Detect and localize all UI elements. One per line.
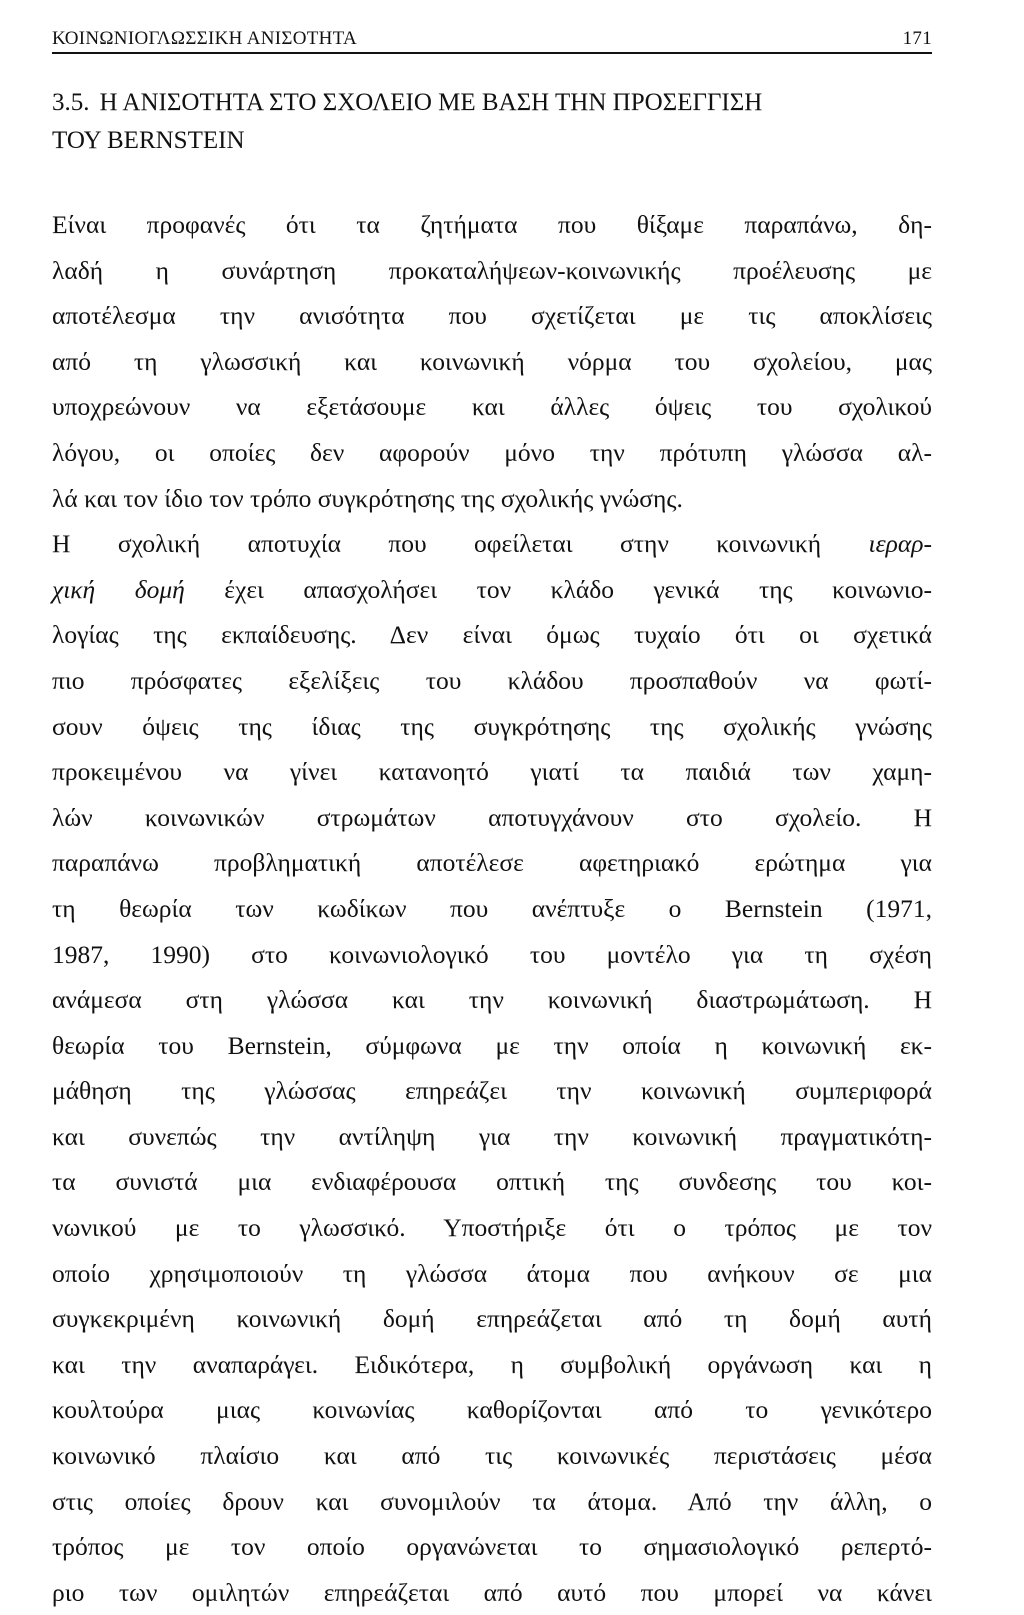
text-line: στις οποίες δρουν και συνομιλούν τα άτομα. Από την άλλη, ο — [52, 1486, 932, 1516]
text-line-mixed — [52, 521, 932, 567]
text-line: λαδή η συνάρτηση προκαταλήψεων-κοινωνικής προέλευσης με — [52, 255, 932, 285]
text-line: λά και τον ίδιο τον τρόπο συγκρότησης της σχολικής γνώσης. — [52, 483, 683, 513]
text-line: κουλτούρα μιας κοινωνίας καθορίζονται από το γενικότερο — [52, 1395, 932, 1425]
text-line: υποχρεώνουν να εξετάσουμε και άλλες όψεις του σχολικού — [52, 392, 932, 422]
text-line: τα συνιστά μια ενδιαφέρουσα οπτική της συνδεσης του κοι- — [52, 1167, 932, 1197]
section-heading-line-1 — [52, 84, 932, 122]
text-line: μάθηση της γλώσσας επηρεάζει την κοινωνική συμπεριφορά — [52, 1076, 932, 1106]
text-segment: έχει απασχολήσει τον κλάδο γενικά της κοινωνιο- — [184, 574, 933, 604]
italic-term: χική δομή — [52, 574, 185, 604]
text-line: πιο πρόσφατες εξελίξεις του κλάδου προσπαθούν να φωτί- — [52, 665, 932, 695]
text-line: λόγου, οι οποίες δεν αφορούν μόνο την πρότυπη γλώσσα αλ- — [52, 437, 932, 467]
text-line: Είναι προφανές ότι τα ζητήματα που θίξαμε παραπάνω, δη- — [52, 210, 932, 239]
text-line: λογίας της εκπαίδευσης. Δεν είναι όμως τυχαίο ότι οι σχετικά — [52, 620, 932, 650]
text-line: κοινωνικό πλαίσιο και από τις κοινωνικές περιστάσεις μέσα — [52, 1441, 932, 1471]
text-line: θεωρία του Bernstein, σύμφωνα με την οποία η κοινωνική εκ- — [52, 1030, 932, 1060]
text-line: οποίο χρησιμοποιούν τη γλώσσα άτομα που ανήκουν σε μια — [52, 1258, 932, 1288]
section-number: 3.5. — [52, 89, 90, 116]
text-line: και συνεπώς την αντίληψη για την κοινωνική πραγματικότη- — [52, 1121, 932, 1151]
text-line: λών κοινωνικών στρωμάτων αποτυγχάνουν στο σχολείο. Η — [52, 802, 932, 832]
text-segment: Η σχολική αποτυχία που οφείλεται στην κοινωνική — [52, 529, 869, 559]
body-text — [52, 202, 932, 1615]
text-line: παραπάνω προβληματική αποτέλεσε αφετηριακό ερώτημα για — [52, 848, 932, 878]
running-head-title: ΚΟΙΝΩΝΙΟΓΛΩΣΣΙΚΗ ΑΝΙΣΟΤΗΤΑ — [52, 28, 358, 49]
text-line: 1987, 1990) στο κοινωνιολογικό του μοντέλο για τη σχέση — [52, 939, 932, 969]
section-heading — [52, 84, 932, 160]
text-line: ριο των ομιλητών επηρεάζεται από αυτό που μπορεί να κάνει — [52, 1577, 932, 1607]
text-line: νωνικού με το γλωσσικό. Υποστήριξε ότι ο τρόπος με τον — [52, 1213, 932, 1243]
section-title-part-1: Η ΑΝΙΣΟΤΗΤΑ ΣΤΟ ΣΧΟΛΕΙΟ ΜΕ ΒΑΣΗ ΤΗΝ ΠΡΟΣΕΓΓΙΣΗ — [99, 89, 763, 116]
text-line: τη θεωρία των κωδίκων που ανέπτυξε ο Bernstein (1971, — [52, 893, 932, 923]
text-line: τρόπος με τον οποίο οργανώνεται το σημασιολογικό ρεπερτό- — [52, 1532, 932, 1562]
text-line: σουν όψεις της ίδιας της συγκρότησης της σχολικής γνώσης — [52, 711, 932, 741]
text-line: συγκεκριμένη κοινωνική δομή επηρεάζεται από τη δομή αυτή — [52, 1304, 932, 1334]
text-line: ανάμεσα στη γλώσσα και την κοινωνική διαστρωμάτωση. Η — [52, 985, 932, 1015]
section-heading-line-2: ΤΟΥ BERNSTEIN — [52, 127, 245, 154]
book-page — [52, 28, 932, 1615]
text-line: και την αναπαράγει. Ειδικότερα, η συμβολική οργάνωση και η — [52, 1349, 932, 1379]
page-number: 171 — [902, 28, 932, 49]
running-head — [52, 28, 932, 54]
text-line-mixed — [52, 567, 932, 613]
text-line: αποτέλεσμα την ανισότητα που σχετίζεται με τις αποκλίσεις — [52, 301, 932, 331]
text-line: από τη γλωσσική και κοινωνική νόρμα του σχολείου, μας — [52, 346, 932, 376]
text-line: προκειμένου να γίνει κατανοητό γιατί τα παιδιά των χαμη- — [52, 757, 932, 787]
italic-term: ιεραρ- — [868, 529, 932, 559]
